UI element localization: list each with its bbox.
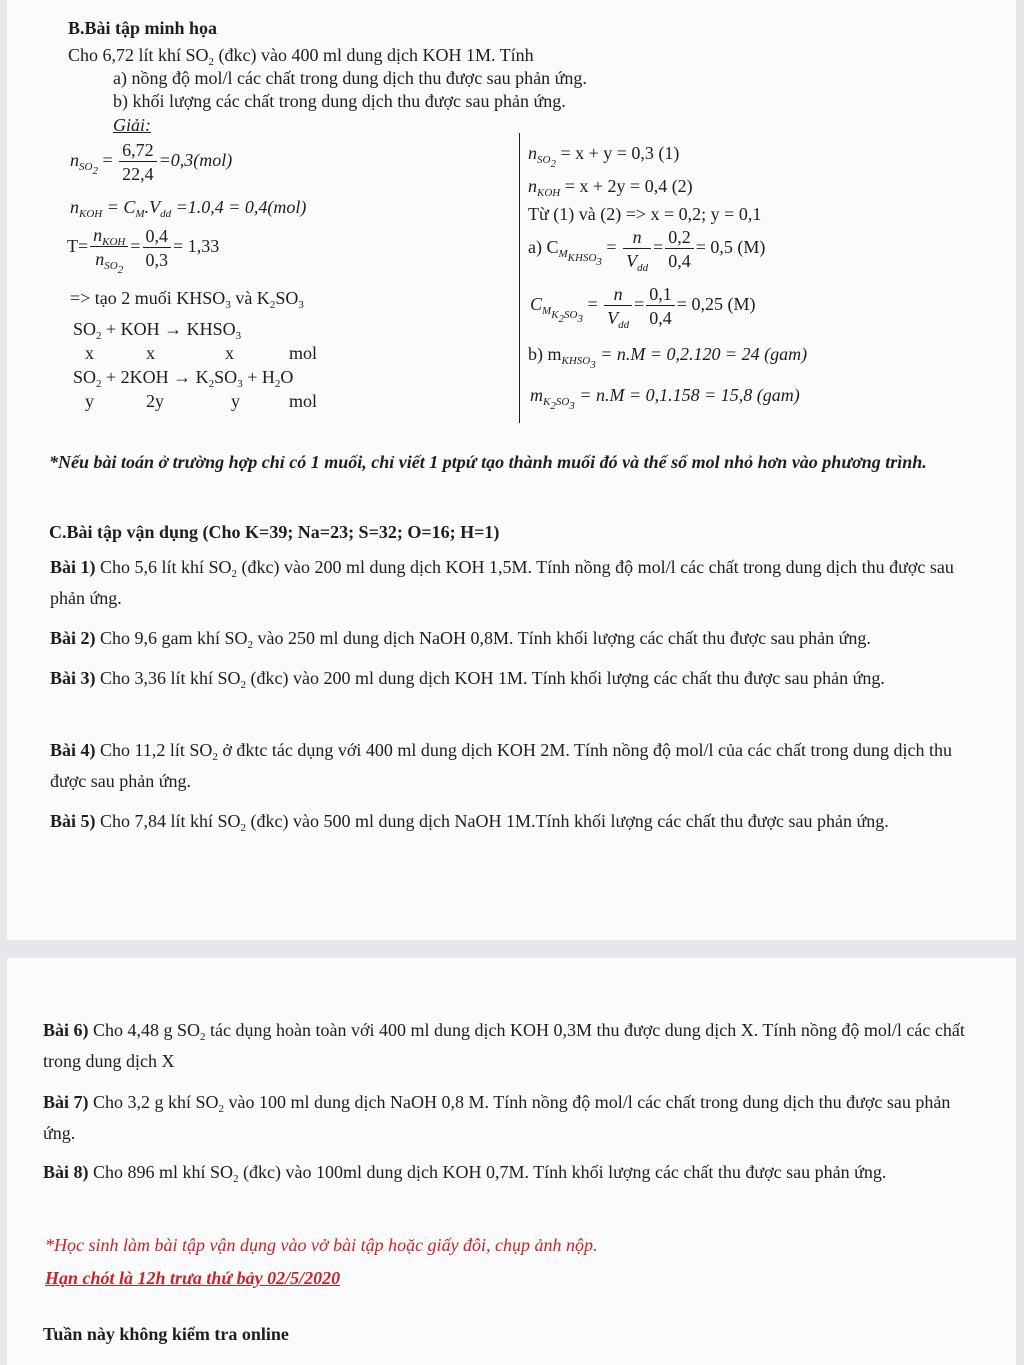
exercise-6: Bài 6) Cho 4,48 g $SO_2$ tác dụng hoàn toàn với 400 ml dung dịch KOH 0,3M thu được dung dịch X. Tính nồng độ mol/l các chất trong dung dịch X <box>43 1020 965 1071</box>
reaction-2-unit: mol <box>289 391 318 411</box>
reaction-2-y1: y <box>85 391 94 411</box>
deadline-notice: Hạn chót là 12h trưa thứ bảy 02/5/2020 <box>45 1268 341 1288</box>
exercise-7: Bài 7) Cho 3,2 g khí $SO_2$ vào 100 ml dung dịch NaOH 0,8 M. Tính nồng độ mol/l các chất trong dung dịch thu được sau phản ứng. <box>43 1092 951 1143</box>
solve-system: Từ (1) và (2) => x = 0,2; y = 0,1 <box>528 204 762 224</box>
document-page-2 <box>7 958 1016 1365</box>
reaction-1: $SO_2$ + KOH → $KHSO_3$ <box>73 319 242 342</box>
n-koh-formula: $n_{KOH} = C_M.V_{dd} =1.0,4 = 0,4(mol)$ <box>70 197 307 220</box>
exercise-5: Bài 5) Cho 7,84 lít khí $SO_2$ (đkc) vào 500 ml dung dịch NaOH 1M.Tính khối lượng các chất thu được sau phản ứng. <box>50 811 889 834</box>
column-divider <box>519 133 520 423</box>
mass-k2so3: $m_{K_2SO_3} = n.M = 0,1.158 = 15,8$ (gam) <box>530 385 800 412</box>
reaction-2-y2: 2y <box>146 391 164 411</box>
reaction-1-x3: x <box>225 343 234 363</box>
salt-conclusion: => tạo 2 muối $KHSO_3$ và $K_2SO_3$ <box>70 288 304 311</box>
exercise-4: Bài 4) Cho 11,2 lít $SO_2$ ở đktc tác dụng với 400 ml dung dịch KOH 2M. Tính nồng độ mol/l của các chất trong dung dịch thu được sau phản ứng. <box>50 740 952 791</box>
note-single-salt: *Nếu bài toán ở trường hợp chỉ có 1 muối, chỉ viết 1 ptpứ tạo thành muối đó và thế số mol nhỏ hơn vào phương trình. <box>49 452 927 472</box>
concentration-k2so3: $C_{M_{K_2SO_3}}$ = $\frac{n}{V_{dd}}$ = $\frac{0,1}{0,4}$ = 0,25 (M) <box>530 284 756 331</box>
equation-1: $n_{SO_2} = x + y = 0,3$ (1) <box>528 143 680 170</box>
reaction-2: $SO_2 + 2KOH \to K_2SO_3 + H_2O$ <box>73 367 294 390</box>
exercise-1: Bài 1) Cho 5,6 lít khí $SO_2$ (đkc) vào 200 ml dung dịch KOH 1,5M. Tính nồng độ mol/l các chất trong dung dịch thu được sau phản ứng. <box>50 557 954 608</box>
reaction-1-x1: x <box>85 343 94 363</box>
equation-2: $n_{KOH} = x + 2y = 0,4$ (2) <box>528 176 693 199</box>
document-page-1 <box>7 0 1016 940</box>
t-ratio-formula: T= $\frac{n_{KOH}}{n_{SO_2}}$ = $\frac{0,4}{0,3}$ = 1,33 <box>67 225 220 276</box>
exercise-3: Bài 3) Cho 3,36 lít khí $SO_2$ (đkc) vào 200 ml dung dịch KOH 1M. Tính khối lượng các chất thu được sau phản ứng. <box>50 668 885 691</box>
reaction-1-unit: mol <box>289 343 318 363</box>
concentration-khso3: a) $C_{M_{KHSO_3}}$ = $\frac{n}{V_{dd}}$ = $\frac{0,2}{0,4}$ = 0,5 (M) <box>528 227 766 274</box>
online-notice: Tuần này không kiểm tra online <box>43 1324 289 1344</box>
reaction-1-x2: x <box>146 343 155 363</box>
example-problem: Cho 6,72 lít khí $SO_2$ (đkc) vào 400 ml dung dịch KOH 1M. Tính <box>68 45 534 68</box>
solution-label: Giải: <box>113 115 151 135</box>
section-c-heading: C.Bài tập vận dụng (Cho K=39; Na=23; S=32; O=16; H=1) <box>49 522 500 542</box>
n-so2-formula: $n_{SO_2}$ = $\frac{6,72}{22,4}$ =0,3(mol) <box>70 140 233 184</box>
mass-khso3: b) $m_{KHSO_3} = n.M = 0,2.120 = 24$ (gam) <box>528 344 808 371</box>
reaction-2-y3: y <box>231 391 240 411</box>
submission-instruction: *Học sinh làm bài tập vận dụng vào vở bài tập hoặc giấy đôi, chụp ảnh nộp. <box>45 1235 598 1255</box>
example-part-b: b) khối lượng các chất trong dung dịch thu được sau phản ứng. <box>113 91 566 111</box>
section-b-heading: B.Bài tập minh họa <box>68 18 218 38</box>
exercise-8: Bài 8) Cho 896 ml khí $SO_2$ (đkc) vào 100ml dung dịch KOH 0,7M. Tính khối lượng các chất thu được sau phản ứng. <box>43 1162 887 1185</box>
exercise-2: Bài 2) Cho 9,6 gam khí $SO_2$ vào 250 ml dung dịch NaOH 0,8M. Tính khối lượng các chất thu được sau phản ứng. <box>50 628 871 651</box>
example-part-a: a) nồng độ mol/l các chất trong dung dịch thu được sau phản ứng. <box>113 68 587 88</box>
